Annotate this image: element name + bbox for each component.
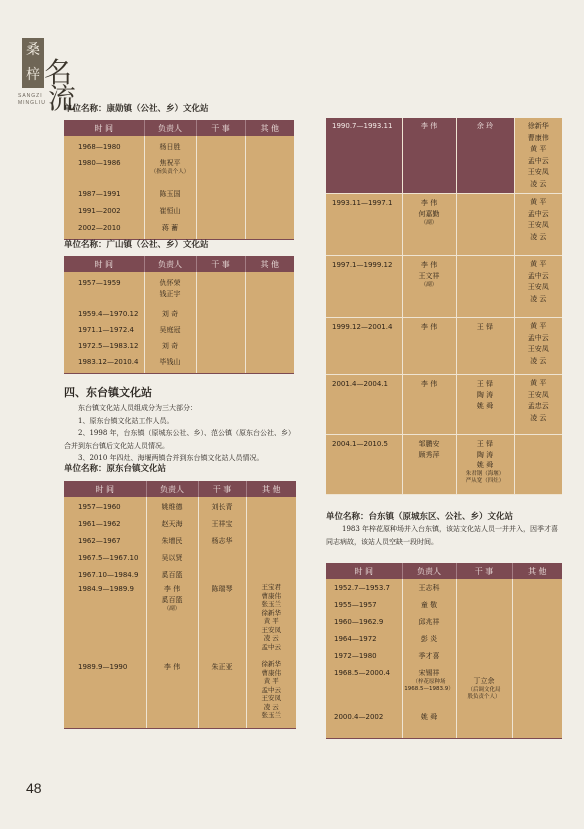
table3-time-1: 1957—1960 [78,503,121,511]
table3-head-2: 赵天海 [161,520,183,528]
table4-other-1-4: 孟中云 [527,156,549,165]
table-row [64,547,296,564]
table5-head-6c: 1968.5—1983.9） [404,686,454,692]
table4-time-5: 2001.4—2004.1 [332,380,388,388]
table2-h-staff: 干 事 [196,256,245,272]
table1-head-4: 崔恒山 [159,207,181,215]
table5 [326,563,562,739]
table4-other-4-4: 凌 云 [530,356,547,365]
table4-staff-6d: 朱君钢（海堰） [465,470,505,477]
table1-time-4: 1991—2002 [78,207,121,215]
table3-other-7-3: 黄 平 [263,677,279,685]
table-row [64,530,296,547]
table5-head-3: 邱兆祥 [418,618,440,626]
table3-time-7: 1989.9—1990 [78,663,128,671]
table5-h-time: 时 间 [326,563,402,579]
table2-time-2: 1959.4—1970.12 [78,310,139,318]
table4-staff-5a: 王 铎 [476,380,494,388]
table5-head-6a: 宋锡祥 [418,669,440,677]
table1-unit: 单位名称：康勋镇（公社、乡）文化站 [64,104,209,114]
table1 [64,120,294,240]
table5-time-7: 2000.4—2002 [334,713,384,721]
table1-head-2-note: （指负责个人） [150,169,190,175]
table2-head-1b: 钱正宇 [159,290,181,298]
table4-other-4-1: 黄 平 [530,322,547,330]
table-row [64,272,294,306]
table1-head-2: 焦祝平 [159,159,181,167]
table4-staff-6e: 严从宽（四灶） [465,477,505,484]
table4-head-2c: （副） [420,220,438,226]
table3-head-1: 姚维德 [161,503,183,511]
table1-time-1: 1968—1980 [78,143,121,151]
logo-char-2: 梓 [26,67,40,83]
table5-head-4: 彭 炎 [420,635,438,643]
table3-time-5: 1967.10—1984.9 [78,571,139,579]
logo-cal-2: 流 [48,82,77,115]
table-row [326,611,562,628]
table-row [64,338,294,354]
table4-other-2-4: 凌 云 [530,232,547,241]
table3-h-time: 时 间 [64,481,146,497]
table4-staff-5b: 陶 涛 [476,391,494,399]
table3-unit: 单位名称：原东台镇文化站 [64,464,167,474]
table5-staff-6a: 丁立余 [473,677,495,685]
table4-other-5-1: 黄 平 [530,379,547,387]
table3-staff-6: 陈瑞琴 [211,585,233,593]
table4-other-2-1: 黄 平 [530,198,547,206]
table5-intro: 1983 年梓花原种场并入台东镇，该站文化站人员一并并入，因季才喜同志病故，该站人员空缺一段时间。 [326,525,559,546]
table2-time-1: 1957—1959 [78,279,121,287]
table-row [326,645,562,662]
table2-unit: 单位名称：广山镇（公社、乡）文化站 [64,240,209,250]
table4-staff-6c: 姚 舜 [476,461,494,469]
table1-head-1: 杨日胜 [159,143,181,151]
table3-other-6-3: 张玉兰 [261,600,281,608]
table2-h-other: 其 他 [245,256,294,272]
table4-time-2: 1993.11—1997.1 [332,199,393,207]
table-row [64,497,296,513]
table4-staff-6a: 王 铎 [476,440,494,448]
table5-head-5: 季才喜 [418,652,440,660]
logo-char-1: 桑 [26,42,40,58]
table4-other-2-2: 孟中云 [527,209,549,218]
table4-time-1: 1990.7—1993.11 [332,122,393,130]
table4-other-5-4: 凌 云 [530,413,547,422]
table3-head-6b: 奚百篮 [161,596,183,604]
table4-time-6: 2004.1—2010.5 [332,440,388,448]
section-p2: 1、原东台镇文化站工作人员。 [78,416,174,425]
table4-head-2b: 何嘉勤 [418,210,440,218]
table4-staff-6b: 陶 涛 [476,450,494,459]
table1-h-head: 负责人 [144,120,196,136]
table5-time-3: 1960—1962.9 [334,618,384,626]
table4-head-3b: 王文祥 [418,272,440,280]
table3-time-6: 1984.9—1989.9 [78,585,134,593]
logo-subtitle [18,93,46,107]
page-number: 48 [26,780,42,796]
table-row [326,706,562,739]
section-title: 四、东台镇文化站 [64,386,152,399]
table4-head-3a: 李 伟 [420,261,438,269]
table3-head-7: 李 伟 [163,663,181,671]
table5-unit: 单位名称：台东镇（原城东区、公社、乡）文化站 [326,512,514,522]
table5-head-6b: （梓花原种场 [412,679,446,685]
table3-other-7-2: 曹康伟 [261,668,281,677]
table3-staff-2: 王祥宝 [211,520,233,528]
table2-head-1a: 仇怀荣 [159,279,181,287]
table-row [64,513,296,530]
table-row [326,662,562,706]
table3-other-6-7: 凌 云 [263,634,279,642]
table4-other-3-2: 孟中云 [527,271,549,280]
table3-other-7-1: 徐新华 [261,660,281,668]
table1-h-staff: 干 事 [196,120,245,136]
table3-other-6-1: 王宝君 [261,583,281,591]
table-row [64,156,294,186]
table4-other-1-3: 黄 平 [530,145,547,153]
table2-time-3: 1971.1—1972.4 [78,326,134,334]
table3-time-2: 1961—1962 [78,520,121,528]
table5-time-4: 1964—1972 [334,635,377,643]
table5-time-1: 1952.7—1953.7 [334,584,390,592]
table4-head-1: 李 伟 [420,122,438,130]
table4-staff-5c: 姚 舜 [476,402,494,410]
table-row [64,186,294,203]
table2-head-3: 吴庭冠 [159,326,181,334]
table-row [64,354,294,374]
table2-h-head: 负责人 [144,256,196,272]
table-row [64,581,296,658]
table3-other-6-6: 王安凤 [261,625,281,634]
table3-head-6c: （副） [163,606,181,612]
table4-head-6b: 顾秀萍 [418,451,440,459]
table2 [64,256,294,374]
table4-other-2-3: 王安凤 [527,221,549,229]
table1-head-3: 陈玉国 [159,190,181,198]
table4-other-5-2: 王安凤 [527,390,549,399]
table4-other-3-4: 凌 云 [530,294,547,303]
table-row [64,203,294,220]
table5-h-head: 负责人 [402,563,456,579]
table3-time-3: 1962—1967 [78,537,121,545]
table2-head-2: 刘 奇 [161,310,179,318]
table4-head-4: 李 伟 [420,323,438,331]
table4-head-6a: 邹鹏安 [418,440,440,448]
table3-head-6a: 李 伟 [163,585,181,593]
table4-head-5: 李 伟 [420,380,438,388]
table2-head-5: 毕钱山 [159,358,181,366]
table4-other-4-2: 孟中云 [527,333,549,342]
table-row [64,136,294,156]
table-row [64,220,294,240]
table1-h-other: 其 他 [245,120,294,136]
table-row [326,118,562,194]
table-row [326,375,562,435]
table-row [326,594,562,611]
table5-head-1: 王志科 [418,584,440,592]
table3-other-7-5: 王安凤 [261,694,281,702]
table-row [64,564,296,581]
logo-badge [22,38,44,88]
table4-other-3-3: 王安凤 [527,283,549,291]
table3-h-staff: 干 事 [198,481,246,497]
table3-other-6-2: 曹康伟 [261,591,281,600]
table4-other-3-1: 黄 平 [530,260,547,268]
table4-other-4-3: 王安凤 [527,345,549,353]
table-row [64,658,296,729]
section-body [64,402,300,465]
table5-h-other: 其 他 [512,563,562,579]
table3-staff-1: 刘长青 [211,503,233,511]
logo-sub-2: MINGLIU [18,100,46,106]
table2-time-4: 1972.5—1983.12 [78,342,139,350]
table4-head-2a: 李 伟 [420,199,438,207]
table5-head-2: 童 敬 [420,601,438,609]
table2-time-5: 1983.12—2010.4 [78,358,139,366]
table3-head-5: 奚百篮 [161,571,183,579]
table-row [64,306,294,322]
table-row [326,194,562,256]
table4-other-1-1: 徐新华 [527,122,549,130]
table3-head-4: 吴以贤 [161,554,183,562]
table4-time-3: 1997.1—1999.12 [332,261,393,269]
logo-cal-1: 名 [44,56,73,89]
table5-time-5: 1972—1980 [334,652,377,660]
table5-head-7: 姚 舜 [420,713,438,721]
table4-other-1-5: 王安凤 [527,168,549,176]
table-row [326,579,562,594]
table3-other-7-7: 张玉兰 [261,711,281,719]
table5-staff-6c: 股负责个人） [467,694,501,700]
table3 [64,481,296,729]
table3-h-other: 其 他 [246,481,296,497]
section-p3: 2、1998 年，台东镇（原城东公社、乡）、范公镇（原东台公社、乡）合并到东台镇后文化站人员情况。 [64,429,295,450]
table3-time-4: 1967.5—1967.10 [78,554,139,562]
table1-time-5: 2002—2010 [78,224,121,232]
table4-other-5-3: 孟忠云 [527,402,549,410]
table-row [326,256,562,318]
table3-other-7-6: 凌 云 [263,702,279,711]
table4-staff-4: 王 铎 [476,323,494,331]
table4-staff-1: 余 玲 [476,122,494,130]
logo-sub-1: SANGZI [18,93,43,99]
table-row [326,318,562,375]
table5-time-2: 1955—1957 [334,601,377,609]
table1-time-3: 1987—1991 [78,190,121,198]
table3-staff-7: 朱正亚 [211,663,233,671]
table2-head-4: 刘 奇 [161,342,179,350]
table3-staff-3: 杨志华 [211,537,233,545]
table-row [64,322,294,338]
table4-head-3c: （副） [420,282,438,288]
table-row [326,435,562,495]
table-row [326,628,562,645]
table1-time-2: 1980—1986 [78,159,121,167]
table4 [326,118,562,495]
table4-other-1-6: 凌 云 [530,179,547,188]
table3-head-3: 朱增民 [161,537,183,545]
table3-h-head: 负责人 [146,481,198,497]
table3-other-6-5: 黄 平 [263,617,279,625]
table3-other-6-4: 徐新华 [261,608,281,617]
table2-h-time: 时 间 [64,256,144,272]
table3-other-7-4: 孟中云 [261,685,281,694]
table3-other-6-8: 孟中云 [261,642,281,651]
table4-other-1-2: 曹康伟 [527,133,549,142]
table1-head-5: 蒋 蓄 [161,224,179,232]
table4-time-4: 1999.12—2001.4 [332,323,393,331]
table1-h-time: 时 间 [64,120,144,136]
table5-h-staff: 干 事 [456,563,512,579]
table5-staff-6b: （后调文化局 [467,687,501,693]
table5-time-6: 1968.5—2000.4 [334,669,390,677]
section-p1: 东台镇文化站人员组成分为三大部分： [78,404,197,412]
section-p4: 3、2010 年四灶、海堰两镇合并到东台镇文化站人员情况。 [78,454,264,462]
